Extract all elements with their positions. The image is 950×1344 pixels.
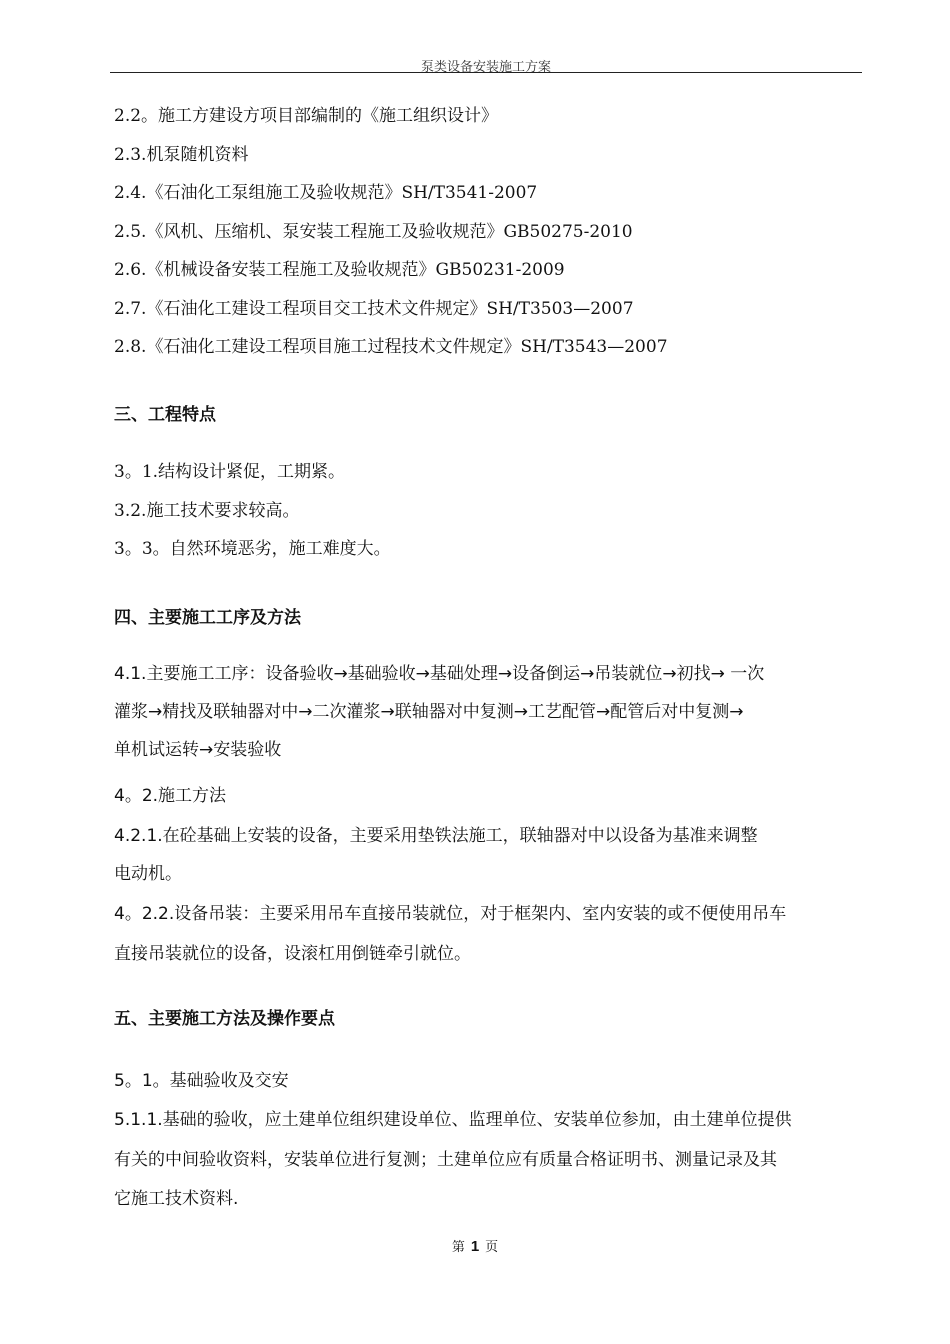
paragraph-line: 灌浆→精找及联轴器对中→二次灌浆→联轴器对中复测→工艺配管→配管后对中复测→: [114, 702, 744, 722]
section-heading: 三、工程特点: [114, 405, 216, 425]
paragraph-line: 有关的中间验收资料，安装单位进行复测；土建单位应有质量合格证明书、测量记录及其: [114, 1150, 777, 1170]
paragraph-line: 4.2.1.在砼基础上安装的设备，主要采用垫铁法施工，联轴器对中以设备为基准来调整: [114, 826, 758, 846]
reference-line: 2.3.机泵随机资料: [114, 145, 249, 165]
header-divider: [110, 72, 862, 73]
paragraph-line: 4。2.施工方法: [114, 786, 227, 806]
footer-prefix: 第: [451, 1240, 465, 1255]
page-header-title: 泵类设备安装施工方案: [420, 60, 551, 75]
section-heading: 五、主要施工方法及操作要点: [114, 1009, 335, 1029]
paragraph-line: 3。3。自然环境恶劣，施工难度大。: [114, 539, 391, 559]
paragraph-line: 单机试运转→安装验收: [114, 740, 282, 760]
paragraph-line: 它施工技术资料.: [114, 1189, 239, 1209]
paragraph-line: 电动机。: [114, 864, 182, 884]
reference-line: 2.7.《石油化工建设工程项目交工技术文件规定》SH/T3503—2007: [114, 299, 634, 319]
reference-line: 2.2。施工方建设方项目部编制的《施工组织设计》: [114, 106, 499, 126]
footer-suffix: 页: [485, 1240, 499, 1255]
paragraph-line: 直接吊装就位的设备，设滚杠用倒链牵引就位。: [114, 944, 471, 964]
reference-line: 2.6.《机械设备安装工程施工及验收规范》GB50231-2009: [114, 260, 565, 280]
page-footer: [0, 1236, 950, 1255]
reference-line: 2.8.《石油化工建设工程项目施工过程技术文件规定》SH/T3543—2007: [114, 337, 668, 357]
paragraph-line: 3.2.施工技术要求较高。: [114, 501, 300, 521]
paragraph-line: 5.1.1.基础的验收，应土建单位组织建设单位、监理单位、安装单位参加，由土建单位提供: [114, 1110, 792, 1130]
reference-line: 2.4.《石油化工泵组施工及验收规范》SH/T3541-2007: [114, 183, 538, 203]
paragraph-line: 4。2.2.设备吊装：主要采用吊车直接吊装就位，对于框架内、室内安装的或不便使用吊车: [114, 904, 787, 924]
paragraph-line: 3。1.结构设计紧促，工期紧。: [114, 462, 346, 482]
reference-line: 2.5.《风机、压缩机、泵安装工程施工及验收规范》GB50275-2010: [114, 222, 633, 242]
paragraph-line: 5。1。基础验收及交安: [114, 1071, 289, 1091]
paragraph-line: 4.1.主要施工工序：设备验收→基础验收→基础处理→设备倒运→吊装就位→初找→ 一次: [114, 664, 765, 684]
section-heading: 四、主要施工工序及方法: [114, 608, 301, 628]
page-number: 1: [470, 1238, 480, 1255]
